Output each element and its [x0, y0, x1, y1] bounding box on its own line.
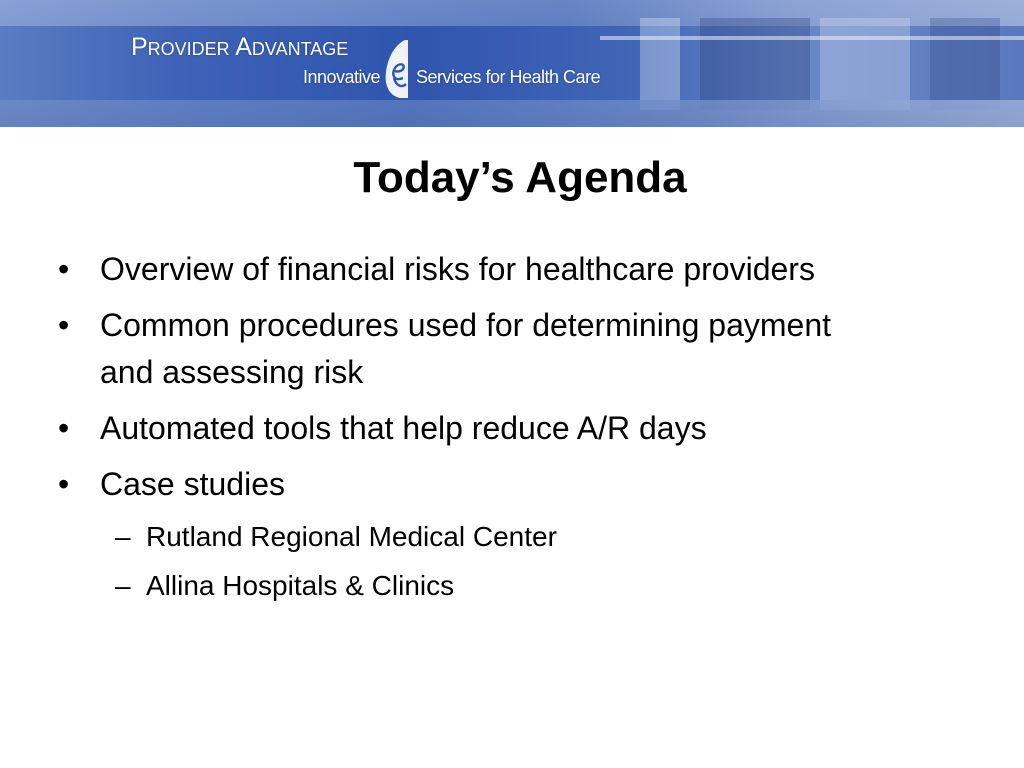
- banner-background-shape: [700, 18, 810, 110]
- slide-title: Today’s Agenda: [353, 153, 687, 202]
- agenda-item-text: Overview of financial risks for healthcare providers: [100, 251, 815, 287]
- agenda-item: [0, 302, 860, 396]
- agenda-sub-item-text: Rutland Regional Medical Center: [146, 521, 557, 552]
- logo-tagline-right: Services for Health Care: [416, 67, 601, 87]
- logo-title: [131, 32, 348, 62]
- agenda-item: [0, 405, 860, 452]
- dash-bullet-icon: –: [115, 570, 131, 601]
- banner-background-shape: [820, 18, 910, 110]
- agenda-sub-item: [0, 517, 1024, 557]
- logo-e-icon: [382, 38, 411, 100]
- banner-background-shape: [640, 18, 680, 110]
- banner-bottom-band: [0, 100, 1024, 127]
- agenda-sub-item: [0, 566, 1024, 606]
- agenda-sub-item-text: Allina Hospitals & Clinics: [146, 570, 455, 601]
- bullet-icon: •: [58, 251, 70, 287]
- banner-background-shape: [600, 36, 1024, 40]
- header-banner: [0, 0, 1024, 127]
- agenda-item-text: Automated tools that help reduce A/R days: [100, 410, 707, 446]
- dash-bullet-icon: –: [115, 521, 131, 552]
- logo-tagline-left: Innovative: [303, 67, 381, 87]
- logo-title-text: Provider Advantage: [131, 33, 349, 61]
- bullet-icon: •: [58, 410, 70, 446]
- banner-background-shape: [930, 18, 1000, 110]
- agenda-item: [0, 246, 860, 293]
- agenda-item: [0, 461, 860, 508]
- agenda-list: [0, 246, 1024, 615]
- bullet-icon: •: [58, 307, 70, 343]
- agenda-item-text: Case studies: [100, 466, 285, 502]
- bullet-icon: •: [58, 466, 70, 502]
- agenda-item-text: Common procedures used for determining payment and assessing risk: [100, 307, 832, 390]
